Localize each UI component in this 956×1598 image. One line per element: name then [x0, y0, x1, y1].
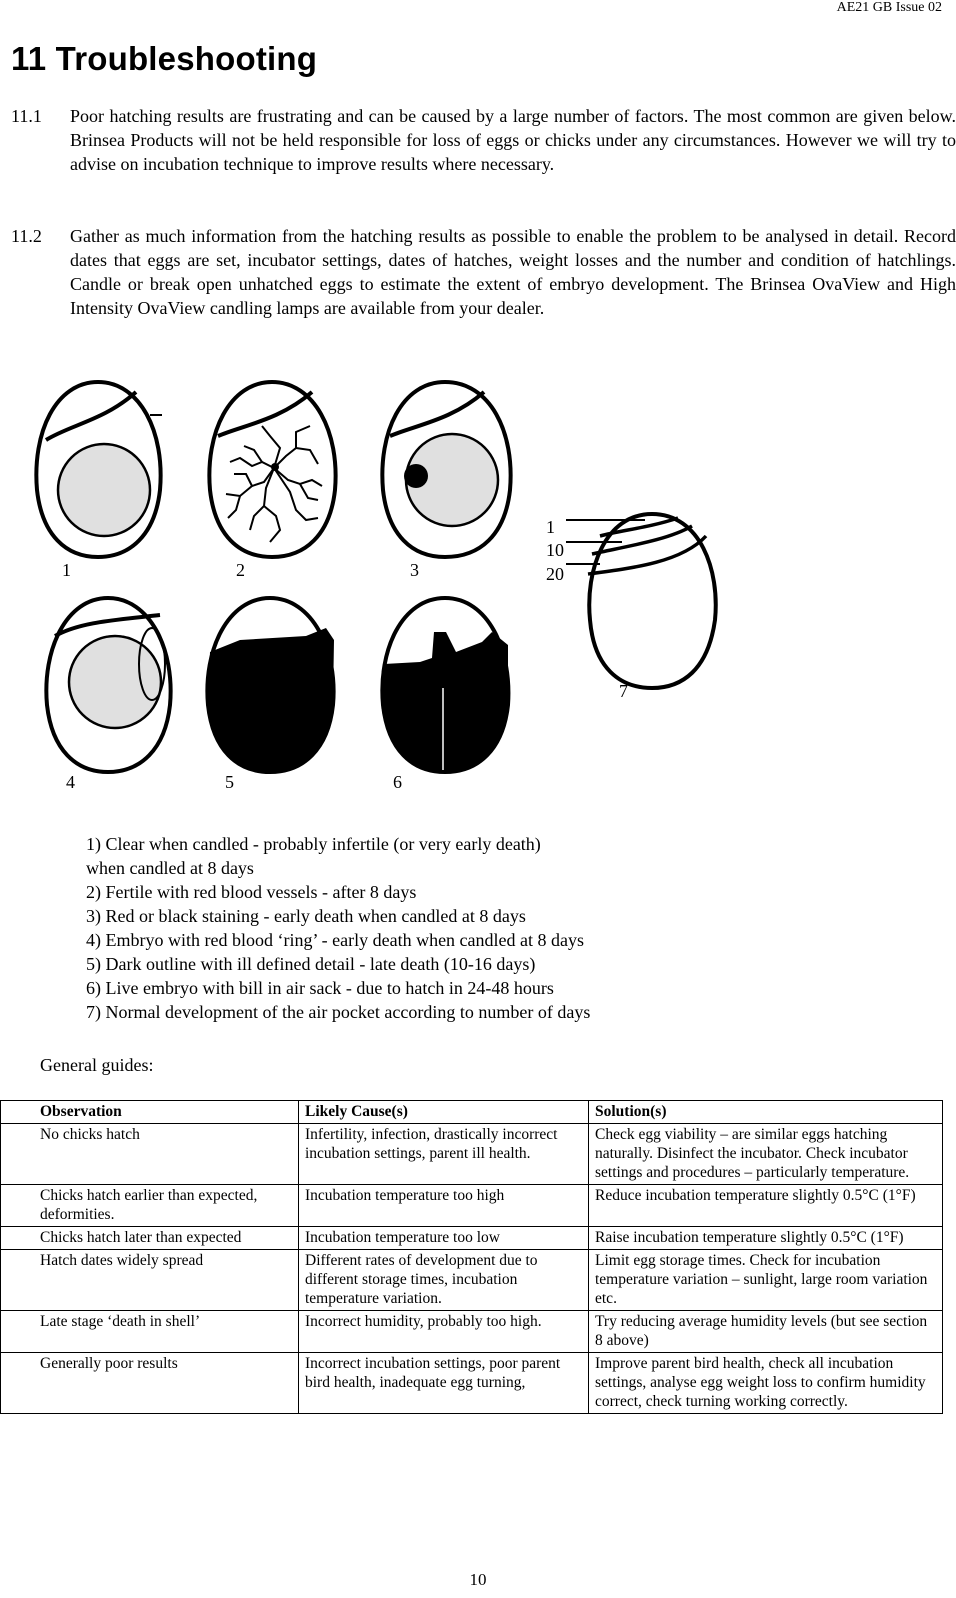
table-row	[1, 1124, 943, 1185]
air-pocket-day-10: 10	[546, 540, 564, 560]
air-pocket-day-20: 20	[546, 564, 564, 584]
cell-cause: Infertility, infection, drastically incorrect incubation settings, parent ill health.	[299, 1124, 589, 1185]
legend-item: 7) Normal development of the air pocket according to number of days	[86, 1002, 591, 1022]
egg-label-4: 4	[66, 772, 75, 792]
egg-4-blood-ring	[46, 598, 170, 792]
cell-solution: Try reducing average humidity levels (but see section 8 above)	[589, 1311, 943, 1353]
legend-item: 6) Live embryo with bill in air sack - due to hatch in 24-48 hours	[86, 978, 554, 998]
paragraph-11-2	[11, 224, 956, 320]
egg-label-2: 2	[236, 560, 245, 580]
legend-item: 2) Fertile with red blood vessels - after 8 days	[86, 882, 417, 902]
figure-legend	[86, 832, 590, 1024]
header-solutions: Solution(s)	[589, 1101, 943, 1124]
cell-cause: Different rates of development due to different storage times, incubation temperature variation.	[299, 1250, 589, 1311]
egg-1-clear	[36, 382, 162, 580]
egg-7-air-pocket	[546, 514, 716, 701]
cell-cause: Incorrect humidity, probably too high.	[299, 1311, 589, 1353]
table-row	[1, 1311, 943, 1353]
air-pocket-day-1: 1	[546, 517, 555, 537]
egg-2-fertile	[209, 382, 335, 580]
paragraph-number: 11.2	[11, 226, 42, 246]
troubleshooting-table	[0, 1100, 943, 1414]
legend-item: 5) Dark outline with ill defined detail - late death (10-16 days)	[86, 954, 536, 974]
cell-observation: Chicks hatch earlier than expected, deformities.	[1, 1185, 299, 1227]
paragraph-11-1	[11, 104, 956, 176]
table-row	[1, 1250, 943, 1311]
cell-cause: Incorrect incubation settings, poor parent bird health, inadequate egg turning,	[299, 1353, 589, 1414]
table-row	[1, 1353, 943, 1414]
cell-solution: Check egg viability – are similar eggs hatching naturally. Disinfect the incubator. Check incubator settings and procedures – particularly temperature.	[589, 1124, 943, 1185]
document-reference: AE21 GB Issue 02	[836, 0, 942, 15]
section-title: 11 Troubleshooting	[11, 40, 318, 77]
legend-item: when candled at 8 days	[86, 858, 254, 878]
cell-solution: Raise incubation temperature slightly 0.5°C (1°F)	[589, 1227, 943, 1250]
legend-item: 4) Embryo with red blood ‘ring’ - early death when candled at 8 days	[86, 930, 585, 950]
egg-label-1: 1	[62, 560, 71, 580]
legend-item: 1) Clear when candled - probably infertile (or very early death)	[86, 834, 541, 854]
cell-observation: Late stage ‘death in shell’	[1, 1311, 299, 1353]
cell-observation: Generally poor results	[1, 1353, 299, 1414]
egg-3-stained	[382, 382, 510, 580]
table-header-row	[1, 1101, 943, 1124]
egg-candling-figure	[0, 370, 760, 810]
paragraph-text: Gather as much information from the hatching results as possible to enable the problem to be analysed in detail. Record dates that eggs are set, incubator settings, dates of hatches, weight losses and the number and condition of hatchlings. Candle or break open unhatched eggs to estimate the extent of embryo development. The Brinsea OvaView and High Intensity OvaView candling lamps are available from your dealer.	[70, 226, 956, 318]
cell-cause: Incubation temperature too high	[299, 1185, 589, 1227]
egg-label-5: 5	[225, 772, 234, 792]
egg-6-live-embryo	[382, 598, 508, 792]
cell-cause: Incubation temperature too low	[299, 1227, 589, 1250]
egg-label-3: 3	[410, 560, 419, 580]
cell-observation: No chicks hatch	[1, 1124, 299, 1185]
general-guides-label: General guides:	[40, 1055, 154, 1075]
header-likely-causes: Likely Cause(s)	[299, 1101, 589, 1124]
egg-5-dark	[207, 598, 334, 792]
paragraph-text: Poor hatching results are frustrating and can be caused by a large number of factors. The most common are given below. Brinsea Products will not be held responsible for loss of eggs or chicks under any circumstances. However we will try to advise on incubation technique to improve results where necessary.	[70, 106, 956, 174]
cell-solution: Reduce incubation temperature slightly 0.5°C (1°F)	[589, 1185, 943, 1227]
cell-solution: Improve parent bird health, check all incubation settings, analyse egg weight loss to confirm humidity correct, check turning working correctly.	[589, 1353, 943, 1414]
cell-observation: Chicks hatch later than expected	[1, 1227, 299, 1250]
cell-observation: Hatch dates widely spread	[1, 1250, 299, 1311]
egg-label-6: 6	[393, 772, 402, 792]
paragraph-number: 11.1	[11, 106, 42, 126]
cell-solution: Limit egg storage times. Check for incubation temperature variation – sunlight, large room variation etc.	[589, 1250, 943, 1311]
table-row	[1, 1227, 943, 1250]
legend-item: 3) Red or black staining - early death when candled at 8 days	[86, 906, 526, 926]
page-number: 10	[469, 1570, 487, 1589]
header-observation: Observation	[1, 1101, 299, 1124]
egg-label-7: 7	[619, 681, 628, 701]
table-row	[1, 1185, 943, 1227]
